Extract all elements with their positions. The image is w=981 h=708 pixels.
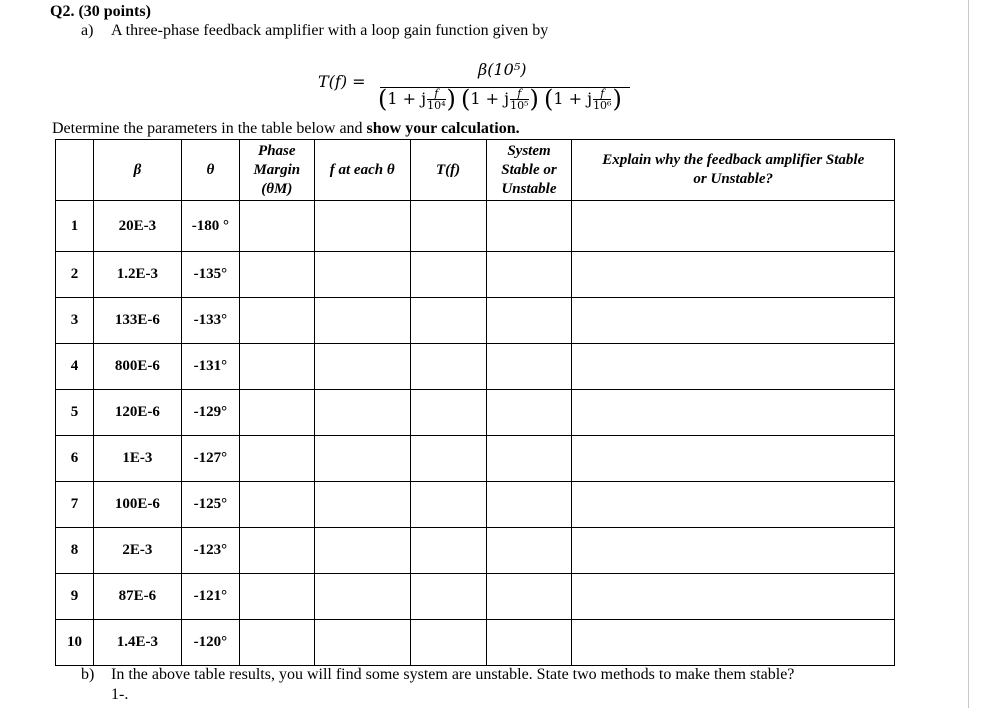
formula-lhs: T(f) = — [318, 72, 366, 91]
answer-cell[interactable] — [314, 574, 410, 620]
answer-cell[interactable] — [314, 201, 410, 252]
answer-cell[interactable] — [486, 620, 572, 666]
answer-cell[interactable] — [314, 436, 410, 482]
answer-cell[interactable] — [486, 528, 572, 574]
answer-cell[interactable] — [239, 298, 314, 344]
row-index: 9 — [56, 574, 94, 620]
answer-cell[interactable] — [572, 390, 895, 436]
row-beta: 87E-6 — [93, 574, 181, 620]
header-index — [56, 140, 94, 201]
table-header-row — [56, 140, 895, 201]
answer-cell[interactable] — [486, 252, 572, 298]
table-row — [56, 390, 895, 436]
table-row — [56, 298, 895, 344]
part-b-label: b) — [81, 666, 95, 683]
answer-cell[interactable] — [410, 620, 486, 666]
answer-cell[interactable] — [410, 298, 486, 344]
header-beta: β — [93, 140, 181, 201]
part-b-prompt — [81, 666, 961, 684]
row-index: 7 — [56, 482, 94, 528]
row-beta: 800E-6 — [93, 344, 181, 390]
header-theta: θ — [181, 140, 239, 201]
answer-cell[interactable] — [410, 201, 486, 252]
row-index: 1 — [56, 201, 94, 252]
answer-cell[interactable] — [410, 436, 486, 482]
answer-cell[interactable] — [410, 344, 486, 390]
answer-cell[interactable] — [239, 252, 314, 298]
row-beta: 100E-6 — [93, 482, 181, 528]
row-index: 8 — [56, 528, 94, 574]
part-a-label: a) — [81, 22, 94, 39]
answer-cell[interactable] — [486, 436, 572, 482]
answer-cell[interactable] — [239, 436, 314, 482]
answer-cell[interactable] — [410, 528, 486, 574]
table-row — [56, 528, 895, 574]
answer-cell[interactable] — [486, 201, 572, 252]
part-a-prompt — [81, 22, 548, 40]
row-theta: -127° — [181, 436, 239, 482]
row-index: 2 — [56, 252, 94, 298]
answer-cell[interactable] — [239, 620, 314, 666]
header-tf: T(f) — [410, 140, 486, 201]
row-theta: -180 ° — [181, 201, 239, 252]
row-beta: 2E-3 — [93, 528, 181, 574]
answer-cell[interactable] — [572, 620, 895, 666]
answer-cell[interactable] — [572, 482, 895, 528]
formula-denominator: (1 + j $\frac{f}{\text{10⁴}}$ ) (1 + j $\frac{f}{\text{10⁵}}$ ) (1 + j $\frac{f}{\text{10⁶}}$ ) — [378, 85, 622, 113]
row-beta: 1E-3 — [93, 436, 181, 482]
answer-cell[interactable] — [486, 482, 572, 528]
answer-cell[interactable] — [572, 298, 895, 344]
instruction-emphasis: show your calculation. — [366, 120, 520, 137]
header-stability: System Stable or Unstable — [486, 140, 572, 201]
answer-cell[interactable] — [572, 436, 895, 482]
formula-numerator: β(10⁵) — [478, 60, 527, 79]
answer-cell[interactable] — [410, 574, 486, 620]
row-theta: -133° — [181, 298, 239, 344]
table-row — [56, 344, 895, 390]
answer-cell[interactable] — [410, 390, 486, 436]
answer-cell[interactable] — [486, 574, 572, 620]
row-theta: -135° — [181, 252, 239, 298]
answer-cell[interactable] — [239, 482, 314, 528]
header-f-at-theta: f at each θ — [314, 140, 410, 201]
answer-cell[interactable] — [572, 344, 895, 390]
page-edge-divider — [968, 0, 969, 708]
row-theta: -121° — [181, 574, 239, 620]
answer-cell[interactable] — [572, 528, 895, 574]
table-row — [56, 201, 895, 252]
row-index: 5 — [56, 390, 94, 436]
row-beta: 120E-6 — [93, 390, 181, 436]
answer-cell[interactable] — [410, 482, 486, 528]
answer-cell[interactable] — [239, 201, 314, 252]
answer-cell[interactable] — [314, 344, 410, 390]
answer-cell[interactable] — [239, 344, 314, 390]
table-row — [56, 252, 895, 298]
answer-cell[interactable] — [314, 390, 410, 436]
row-beta: 1.2E-3 — [93, 252, 181, 298]
row-beta: 1.4E-3 — [93, 620, 181, 666]
answer-cell[interactable] — [239, 390, 314, 436]
row-theta: -129° — [181, 390, 239, 436]
row-theta: -123° — [181, 528, 239, 574]
answer-cell[interactable] — [486, 298, 572, 344]
table-row — [56, 574, 895, 620]
row-theta: -125° — [181, 482, 239, 528]
answer-cell[interactable] — [239, 574, 314, 620]
answer-cell[interactable] — [572, 201, 895, 252]
answer-cell[interactable] — [314, 298, 410, 344]
row-index: 3 — [56, 298, 94, 344]
table-row — [56, 482, 895, 528]
answer-cell[interactable] — [486, 390, 572, 436]
answer-cell[interactable] — [314, 252, 410, 298]
answer-line-1[interactable]: 1-. — [111, 686, 129, 703]
table-row — [56, 436, 895, 482]
answer-cell[interactable] — [486, 344, 572, 390]
answer-cell[interactable] — [314, 620, 410, 666]
question-title: Q2. (30 points) — [50, 3, 151, 20]
table-instruction: Determine the parameters in the table below and show your calculation. — [52, 120, 520, 137]
loop-gain-formula — [318, 60, 638, 120]
table-row — [56, 620, 895, 666]
row-beta: 20E-3 — [93, 201, 181, 252]
header-explain: Explain why the feedback amplifier Stable or Unstable? — [572, 140, 895, 201]
row-index: 6 — [56, 436, 94, 482]
answer-cell[interactable] — [410, 252, 486, 298]
answer-cell[interactable] — [314, 528, 410, 574]
part-a-text: A three-phase feedback amplifier with a loop gain function given by — [111, 22, 549, 39]
answer-cell[interactable] — [314, 482, 410, 528]
answer-cell[interactable] — [572, 252, 895, 298]
row-index: 10 — [56, 620, 94, 666]
header-phase-margin: Phase Margin (θM) — [239, 140, 314, 201]
parameter-table — [55, 139, 895, 666]
row-index: 4 — [56, 344, 94, 390]
row-theta: -131° — [181, 344, 239, 390]
answer-cell[interactable] — [572, 574, 895, 620]
row-beta: 133E-6 — [93, 298, 181, 344]
part-b-text: In the above table results, you will find some system are unstable. State two methods to make them stable? — [111, 666, 795, 683]
row-theta: -120° — [181, 620, 239, 666]
answer-cell[interactable] — [239, 528, 314, 574]
